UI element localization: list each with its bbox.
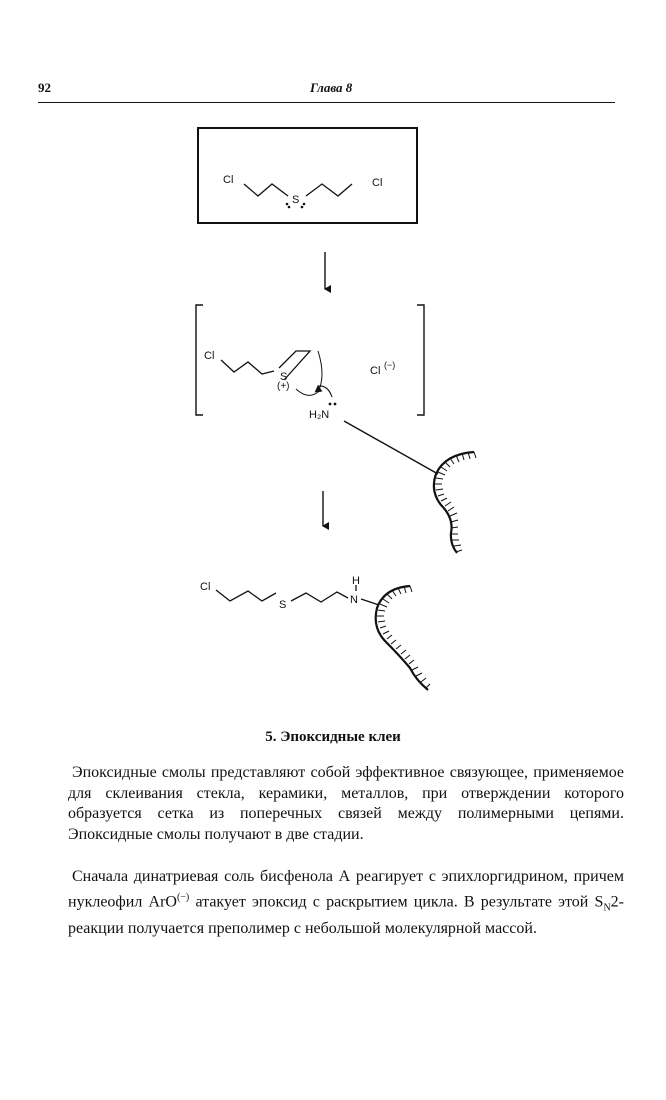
mustard-cl-left: Cl — [223, 174, 234, 186]
amine-lone-pair — [329, 403, 337, 406]
mustard-cl-right: Cl — [372, 177, 383, 189]
product-nitrogen: N — [350, 594, 358, 606]
product-cl: Cl — [200, 581, 211, 593]
mustard-sulfur: S — [292, 194, 300, 206]
bracket-right — [417, 305, 424, 415]
bracket-left — [196, 305, 203, 415]
polymer-chain-link — [344, 421, 438, 474]
sn2-subscript: N — [603, 902, 611, 914]
amine-group: H₂N — [309, 409, 330, 421]
counter-ion-charge: (−) — [384, 360, 396, 370]
paragraph-2-part-b: атакует эпоксид с раскрытием цикла. В результате этой S — [189, 893, 604, 911]
polymer-surface-2 — [376, 586, 430, 690]
product-sulfur: S — [279, 599, 287, 611]
counter-ion: Cl — [370, 365, 381, 377]
episulfonium-sulfur: S — [280, 371, 288, 383]
paragraph-2-part-a: Сначала динатриевая соль бисфенола А реагирует с эпихлоргидрином, причем нуклеофил ArO — [68, 868, 624, 911]
paragraph-2-part-c: 2-реакции получается преполимер с небольшой молекулярной массой. — [68, 893, 624, 937]
paragraph-2 — [68, 867, 624, 940]
episulfonium-molecule — [221, 351, 322, 395]
section-heading: 5. Эпоксидные клеи — [265, 729, 401, 745]
paragraph-1: Эпоксидные смолы представляют собой эффективное связующее, применяемое для склеивания стекла, керамики, металлов, при отверждении которого образуется сетка из поперечных связей между полимерными цепями. Эпоксидные смолы получают в две стадии. — [68, 764, 624, 844]
chapter-title: Глава 8 — [310, 80, 353, 95]
polymer-surface-1 — [434, 452, 476, 553]
positive-charge: (+) — [277, 381, 290, 392]
episulfonium-cl: Cl — [204, 350, 215, 362]
page-number: 92 — [38, 80, 51, 95]
product-hydrogen: H — [352, 575, 360, 587]
aro-charge: (−) — [176, 891, 190, 903]
